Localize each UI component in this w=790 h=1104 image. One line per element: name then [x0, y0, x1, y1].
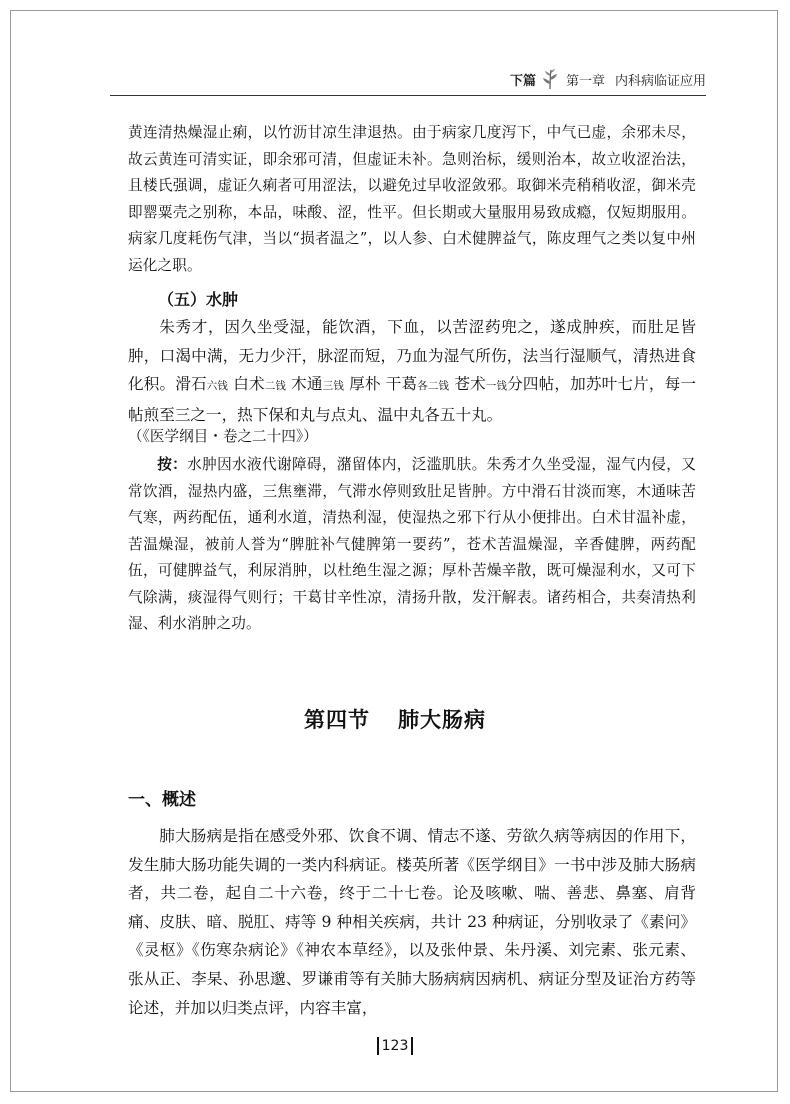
- header-title: 内科病临证应用: [614, 73, 706, 89]
- herb-name: 厚朴 干葛: [344, 375, 418, 394]
- herb-name: 木通: [286, 375, 323, 394]
- case-source: （《医学纲目・卷之二十四》）: [128, 428, 318, 445]
- dose-note: 二钱: [264, 380, 287, 393]
- case-paragraph: [128, 313, 696, 430]
- herb-name: 苍术: [449, 375, 486, 394]
- section-title: [0, 704, 790, 734]
- section-name: 肺大肠病: [398, 708, 486, 732]
- header-chapter: 第一章: [565, 73, 605, 89]
- dose-note: 一钱: [485, 380, 508, 393]
- page-number-value: 123: [381, 1038, 409, 1054]
- header-rule: [110, 95, 706, 96]
- overview-heading: 一、概述: [128, 790, 196, 810]
- herb-name: 白术: [228, 375, 265, 394]
- overview-paragraph: 肺大肠病是指在感受外邪、饮食不调、情志不遂、劳欲久病等病因的作用下，发生肺大肠功能失调的一类内科病证。楼英所著《医学纲目》一书中涉及肺大肠病者，共二卷，起自二十六卷，终于二十七卷。论及咳嗽、喘、善悲、鼻塞、肩背痛、皮肤、暗、脱肛、痔等 9 种相关疾病，共计 23 种病证，分别收录了《素问》《灵枢》《伤寒杂病论》《神农本草经》，以及张仲景、朱丹溪、刘完素、张元素、张从正、李杲、孙思邈、罗谦甫等有关肺大肠病病因病机、病证分型及证治方药等论述，并加以归类点评，内容丰富，: [128, 827, 696, 1017]
- case-text: 朱秀才，因久坐受湿，能饮酒，下血，以苦涩药兜之，遂成肿疾，而肚足皆肿，口渴中满，无力少汗，脉涩而短，乃血为湿气所伤，法当行湿顺气，清热进食化积。滑石: [128, 318, 696, 394]
- annotation-text: 水肿因水液代谢障碍，潴留体内，泛滥肌肤。朱秀才久坐受湿，湿气内侵，又常饮酒，湿热内盛，三焦壅滞，气滞水停则致肚足皆肿。方中滑石甘淡而寒，木通味苦气寒，两药配伍，通利水道，清热利湿，使湿热之邪下行从小便排出。白术甘温补虚，苦温燥湿，被前人誉为“脾脏补气健脾第一要药”，苍术苦温燥湿，辛香健脾，两药配伍，可健脾益气，利尿消肿，以杜绝生湿之源；厚朴苦燥辛散，既可燥湿利水，又可下气除满，痰湿得气则行；干葛甘辛性凉，清扬升散，发汗解表。诸药相合，共奏清热利湿、利水消肿之功。: [128, 456, 696, 632]
- annotation-label: 按：: [157, 456, 188, 473]
- annotation-paragraph: [128, 452, 696, 638]
- dose-note: 三钱: [322, 380, 344, 393]
- subsection-heading: （五）水肿: [158, 290, 239, 309]
- dose-note: 各二钱: [417, 380, 450, 393]
- page-number: [0, 1037, 790, 1055]
- dose-note: 六钱: [206, 380, 229, 393]
- section-number: 第四节: [304, 708, 370, 732]
- commentary-paragraph: 黄连清热燥湿止痢，以竹沥甘凉生津退热。由于病家几度泻下，中气已虚，余邪未尽，故云黄连可清实证，即余邪可清，但虚证未补。急则治标，缓则治本，故立收涩治法，且楼氏强调，虚证久痢者可用涩法，以避免过早收涩敛邪。取御米壳稍稍收涩，御米壳即罂粟壳之别称，本品，味酸、涩，性平。但长期或大量服用易致成瘾，仅短期服用。病家几度耗伤气津，当以“损者温之”，以人参、白术健脾益气，陈皮理气之类以复中州运化之职。: [128, 124, 696, 274]
- leaf-sprig-icon: [540, 68, 560, 90]
- header-part: 下篇: [509, 73, 536, 89]
- case-text-continued: 分四帖，加苏叶七片，每一帖煎至三之一，热下保和丸与点丸、温中丸各五十丸。: [128, 375, 697, 425]
- running-header: [506, 68, 706, 90]
